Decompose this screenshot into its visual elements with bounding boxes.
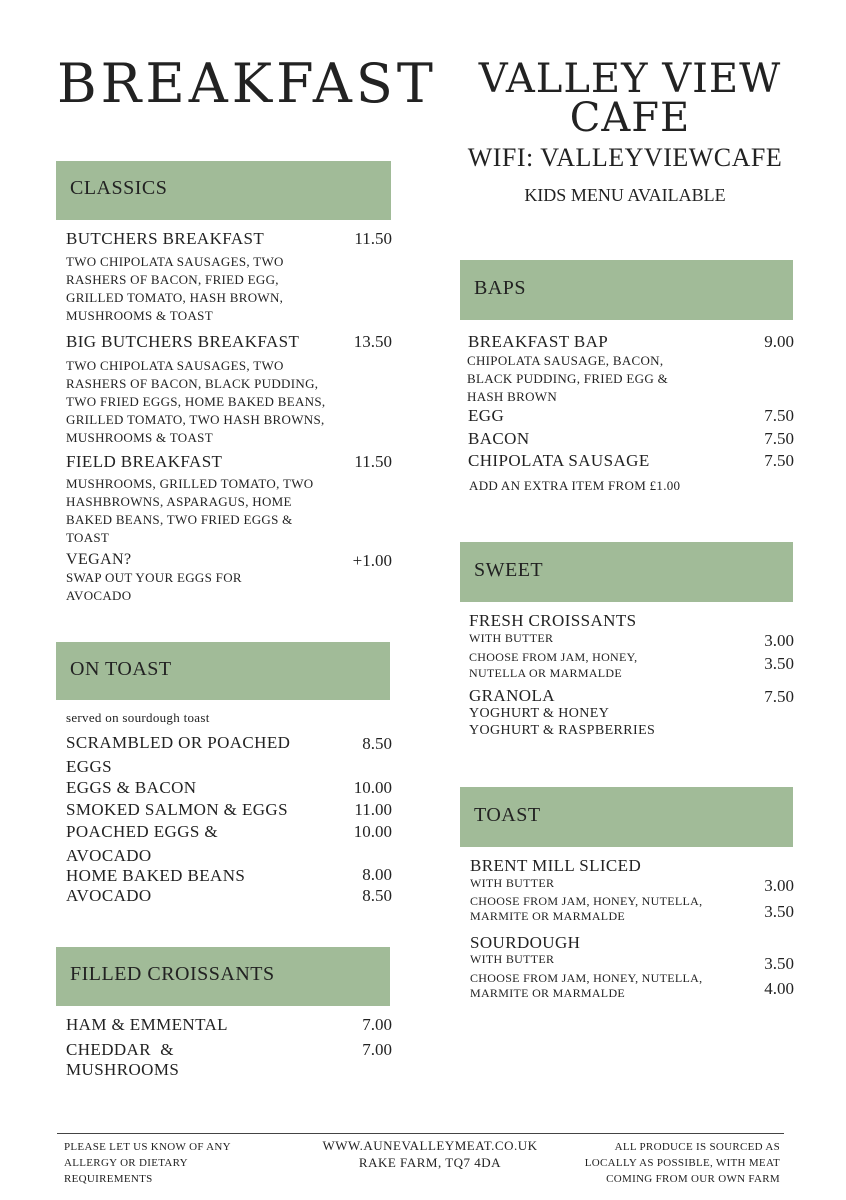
menu-title: BREAKFAST [57,52,437,115]
classics-item-desc: SWAP OUT YOUR EGGS FOR AVOCADO [66,570,242,603]
on-toast-item-name: SMOKED SALMON & EGGS [66,800,288,819]
classics-item-name: BUTCHERS BREAKFAST [66,229,265,248]
toast-item-option-price: 3.50 [764,902,794,921]
classics-heading-band [56,161,391,220]
baps-item-price: 7.50 [764,406,794,425]
cafe-name-line2: CAFE [569,95,691,141]
classics-item-price: +1.00 [352,551,392,570]
footer-website: WWW.AUNEVALLEYMEAT.CO.UK [322,1138,538,1153]
classics-item-price: 11.50 [354,452,392,471]
on-toast-item-name: POACHED EGGS & [66,822,219,841]
sweet-croissant-option: CHOOSE FROM JAM, HONEY, NUTELLA OR MARMALDE [469,650,638,680]
toast-item-name: SOURDOUGH [470,933,581,952]
baps-item-name: BACON [468,429,530,448]
footer-sourcing-note: ALL PRODUCE IS SOURCED AS LOCALLY AS POSSIBLE, WITH MEAT COMING FROM OUR OWN FARM [584,1141,780,1185]
toast-item-option: CHOOSE FROM JAM, HONEY, NUTELLA, MARMITE OR MARMALDE [470,894,703,923]
sweet-croissant-option: WITH BUTTER [469,631,554,645]
on-toast-item-price: 8.50 [362,886,392,905]
filled-croissants-item-name-cont: MUSHROOMS [66,1060,180,1079]
footer-allergy-note: PLEASE LET US KNOW OF ANY ALLERGY OR DIETARY REQUIREMENTS [64,1141,231,1185]
sweet-heading: SWEET [474,559,544,581]
baps-item-desc: CHIPOLATA SAUSAGE, BACON, BLACK PUDDING, FRIED EGG & HASH BROWN [467,353,668,404]
toast-item-option: WITH BUTTER [470,952,555,966]
kids-menu-note: KIDS MENU AVAILABLE [524,185,726,205]
on-toast-item-price: 8.50 [362,734,392,753]
classics-item-name: BIG BUTCHERS BREAKFAST [66,332,300,351]
on-toast-item-name: EGGS & BACON [66,778,197,797]
sweet-granola-name: GRANOLA [469,686,555,705]
toast-heading: TOAST [474,804,541,826]
classics-item-price: 13.50 [353,332,392,351]
wifi-info: WIFI: VALLEYVIEWCAFE [467,143,783,172]
toast-item-option-price: 3.00 [764,876,794,895]
sweet-granola-option: YOGHURT & HONEY [469,706,610,721]
sweet-croissant-option-price: 3.00 [764,631,794,650]
sweet-granola-option: YOGHURT & RASPBERRIES [469,723,656,738]
baps-item-name: CHIPOLATA SAUSAGE [468,451,650,470]
toast-item-option: WITH BUTTER [470,876,555,890]
baps-item-price: 7.50 [764,429,794,448]
footer-address: RAKE FARM, TQ7 4DA [358,1155,502,1170]
baps-item-name: EGG [468,406,505,425]
classics-item-price: 11.50 [354,229,392,248]
baps-item-price: 9.00 [764,332,794,351]
on-toast-heading: ON TOAST [70,658,172,680]
on-toast-item-name-cont: EGGS [66,757,112,776]
classics-item-name: FIELD BREAKFAST [66,452,223,471]
footer-divider [57,1133,784,1134]
filled-croissants-item-price: 7.00 [362,1040,392,1059]
classics-heading: CLASSICS [70,177,168,199]
filled-croissants-item-price: 7.00 [362,1015,392,1034]
on-toast-item-price: 8.00 [362,865,392,884]
filled-croissants-item-name: CHEDDAR & [66,1040,174,1059]
filled-croissants-heading-band [56,947,390,1006]
sweet-croissant-name: FRESH CROISSANTS [469,611,637,630]
sweet-heading-band [460,542,793,602]
baps-item-name: BREAKFAST BAP [468,332,609,351]
on-toast-item-price: 10.00 [353,822,392,841]
classics-item-desc: TWO CHIPOLATA SAUSAGES, TWO RASHERS OF BACON, FRIED EGG, GRILLED TOMATO, HASH BROWN, MUSHROOMS & TOAST [66,254,284,323]
filled-croissants-item-name: HAM & EMMENTAL [66,1015,228,1034]
classics-item-desc: TWO CHIPOLATA SAUSAGES, TWO RASHERS OF BACON, BLACK PUDDING, TWO FRIED EGGS, HOME BAKED BEANS, GRILLED TOMATO, TWO HASH BROWNS, MUSHROOMS & TOAST [66,358,326,445]
on-toast-item-name: SCRAMBLED OR POACHED [66,733,291,752]
on-toast-item-name: HOME BAKED BEANS [66,866,246,885]
baps-item-price: 7.50 [764,451,794,470]
on-toast-item-name: AVOCADO [66,886,152,905]
sweet-croissant-option-price: 3.50 [764,654,794,673]
filled-croissants-heading: FILLED CROISSANTS [70,963,275,985]
toast-item-option-price: 3.50 [764,954,794,973]
classics-item-desc: MUSHROOMS, GRILLED TOMATO, TWO HASHBROWNS, ASPARAGUS, HOME BAKED BEANS, TWO FRIED EGGS & TOAST [66,476,314,545]
toast-item-name: BRENT MILL SLICED [470,856,642,875]
on-toast-note: served on sourdough toast [66,710,210,725]
cafe-name-line1: VALLEY VIEW [478,56,782,102]
on-toast-item-price: 10.00 [353,778,392,797]
on-toast-heading-band [56,642,390,700]
toast-item-option: CHOOSE FROM JAM, HONEY, NUTELLA, MARMITE OR MARMALDE [470,971,703,1000]
toast-heading-band [460,787,793,847]
on-toast-item-price: 11.00 [354,800,392,819]
baps-heading: BAPS [474,277,527,299]
baps-extra-note: ADD AN EXTRA ITEM FROM £1.00 [469,478,681,493]
baps-heading-band [460,260,793,320]
classics-item-name: VEGAN? [66,551,132,568]
toast-item-option-price: 4.00 [764,979,794,998]
on-toast-item-name-cont: AVOCADO [66,846,152,865]
sweet-granola-price: 7.50 [764,687,794,706]
